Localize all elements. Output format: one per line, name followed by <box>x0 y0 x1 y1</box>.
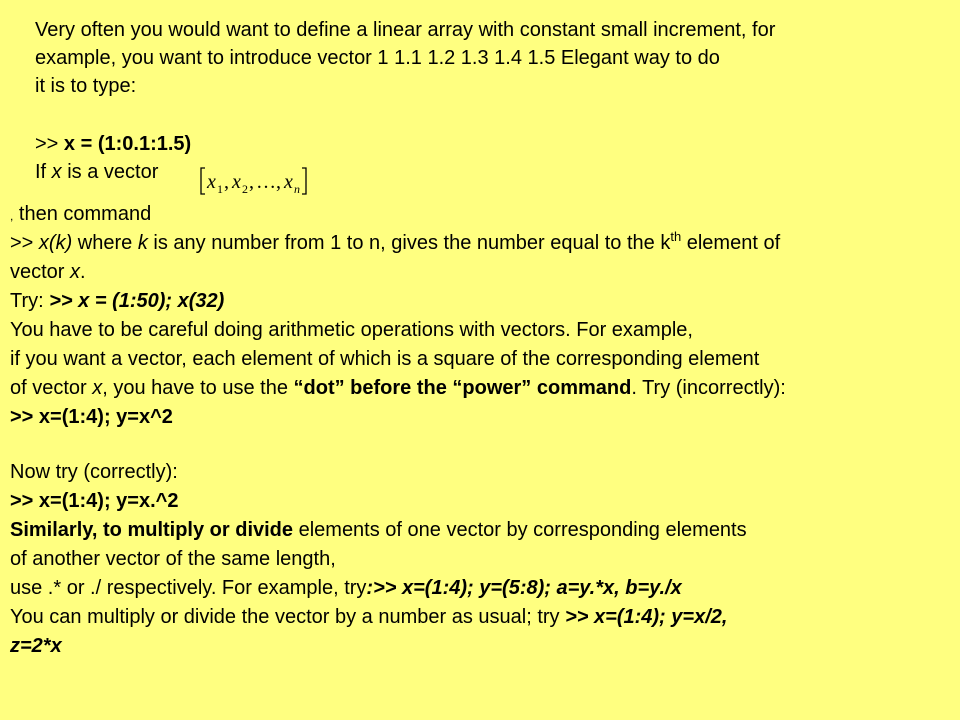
intro-line-3: it is to type: <box>35 75 137 97</box>
number-line-2: z=2*x <box>10 635 62 657</box>
command-range-code: x = (1:0.1:1.5) <box>63 133 192 155</box>
number-line-1 <box>10 605 727 629</box>
try-label: Try: <box>10 290 50 312</box>
then-command-line <box>10 202 151 228</box>
index-var-x: x <box>70 261 81 283</box>
prompt-symbol: >> <box>35 133 64 155</box>
try-line <box>10 289 224 313</box>
careful-dot-power-text: “dot” before the “power” command <box>293 377 632 399</box>
svg-text:…: … <box>256 171 276 193</box>
index-superscript: th <box>670 229 682 244</box>
svg-text:,: , <box>224 171 229 193</box>
svg-text:x: x <box>284 171 293 193</box>
svg-text:n: n <box>294 182 300 196</box>
intro-line-2: example, you want to introduce vector 1 1.1 1.2 1.3 1.4 1.5 Elegant way to do <box>35 47 720 69</box>
correct-label: Now try (correctly): <box>10 461 178 483</box>
command-correct: >> x=(1:4); y=x.^2 <box>10 490 179 512</box>
index-text-3: element of <box>681 232 781 254</box>
intro-line-1: Very often you would want to define a linear array with constant small increment, for <box>35 19 776 41</box>
similarly-line-1 <box>10 518 747 542</box>
similarly-rest-text: elements of one vector by corresponding elements <box>293 519 747 541</box>
similarly-use-text: use .* or ./ respectively. For example, try <box>10 577 367 599</box>
careful-line-1: You have to be careful doing arithmetic operations with vectors. For example, <box>10 319 693 341</box>
command-range-line <box>35 132 191 156</box>
similarly-line-3 <box>10 576 682 600</box>
vector-formula <box>198 164 338 198</box>
similarly-line-2: of another vector of the same length, <box>10 548 336 570</box>
svg-text:,: , <box>276 171 281 193</box>
svg-text:x: x <box>232 171 241 193</box>
index-line-2 <box>10 260 86 284</box>
svg-text:,: , <box>249 171 254 193</box>
index-period: . <box>80 261 86 283</box>
index-text-2: is any number from 1 to n, gives the number equal to the k <box>147 232 671 254</box>
vector-var-x: x <box>51 161 62 183</box>
similarly-bold-text: Similarly, to multiply or divide <box>10 519 294 541</box>
index-code: x(k) <box>38 232 73 254</box>
try-code: >> x = (1:50); x(32) <box>49 290 225 312</box>
vector-if-text: If <box>35 161 52 183</box>
number-text: You can multiply or divide the vector by a number as usual; try <box>10 606 566 628</box>
careful-text-a: of vector <box>10 377 93 399</box>
svg-text:2: 2 <box>242 182 248 196</box>
then-command-text: then command <box>13 203 152 225</box>
similarly-code: :>> x=(1:4); y=(5:8); a=y.*x, b=y./x <box>366 577 682 599</box>
index-vector-text: vector <box>10 261 71 283</box>
svg-text:1: 1 <box>217 182 223 196</box>
careful-line-2: if you want a vector, each element of which is a square of the corresponding element <box>10 348 760 370</box>
prompt-symbol: >> <box>10 232 39 254</box>
number-code: >> x=(1:4); y=x/2, <box>565 606 728 628</box>
command-incorrect: >> x=(1:4); y=x^2 <box>10 406 173 428</box>
svg-text:x: x <box>207 171 216 193</box>
careful-line-3 <box>10 376 786 400</box>
index-text-1: where <box>72 232 138 254</box>
vector-rest-text: is a vector <box>61 161 159 183</box>
careful-text-e: . Try (incorrectly): <box>631 377 786 399</box>
index-var-k: k <box>137 232 148 254</box>
careful-var-x: x <box>92 377 103 399</box>
careful-text-c: , you have to use the <box>102 377 294 399</box>
small-comma: , <box>10 209 14 223</box>
index-line-1 <box>10 231 780 255</box>
vector-intro-line <box>35 160 158 184</box>
